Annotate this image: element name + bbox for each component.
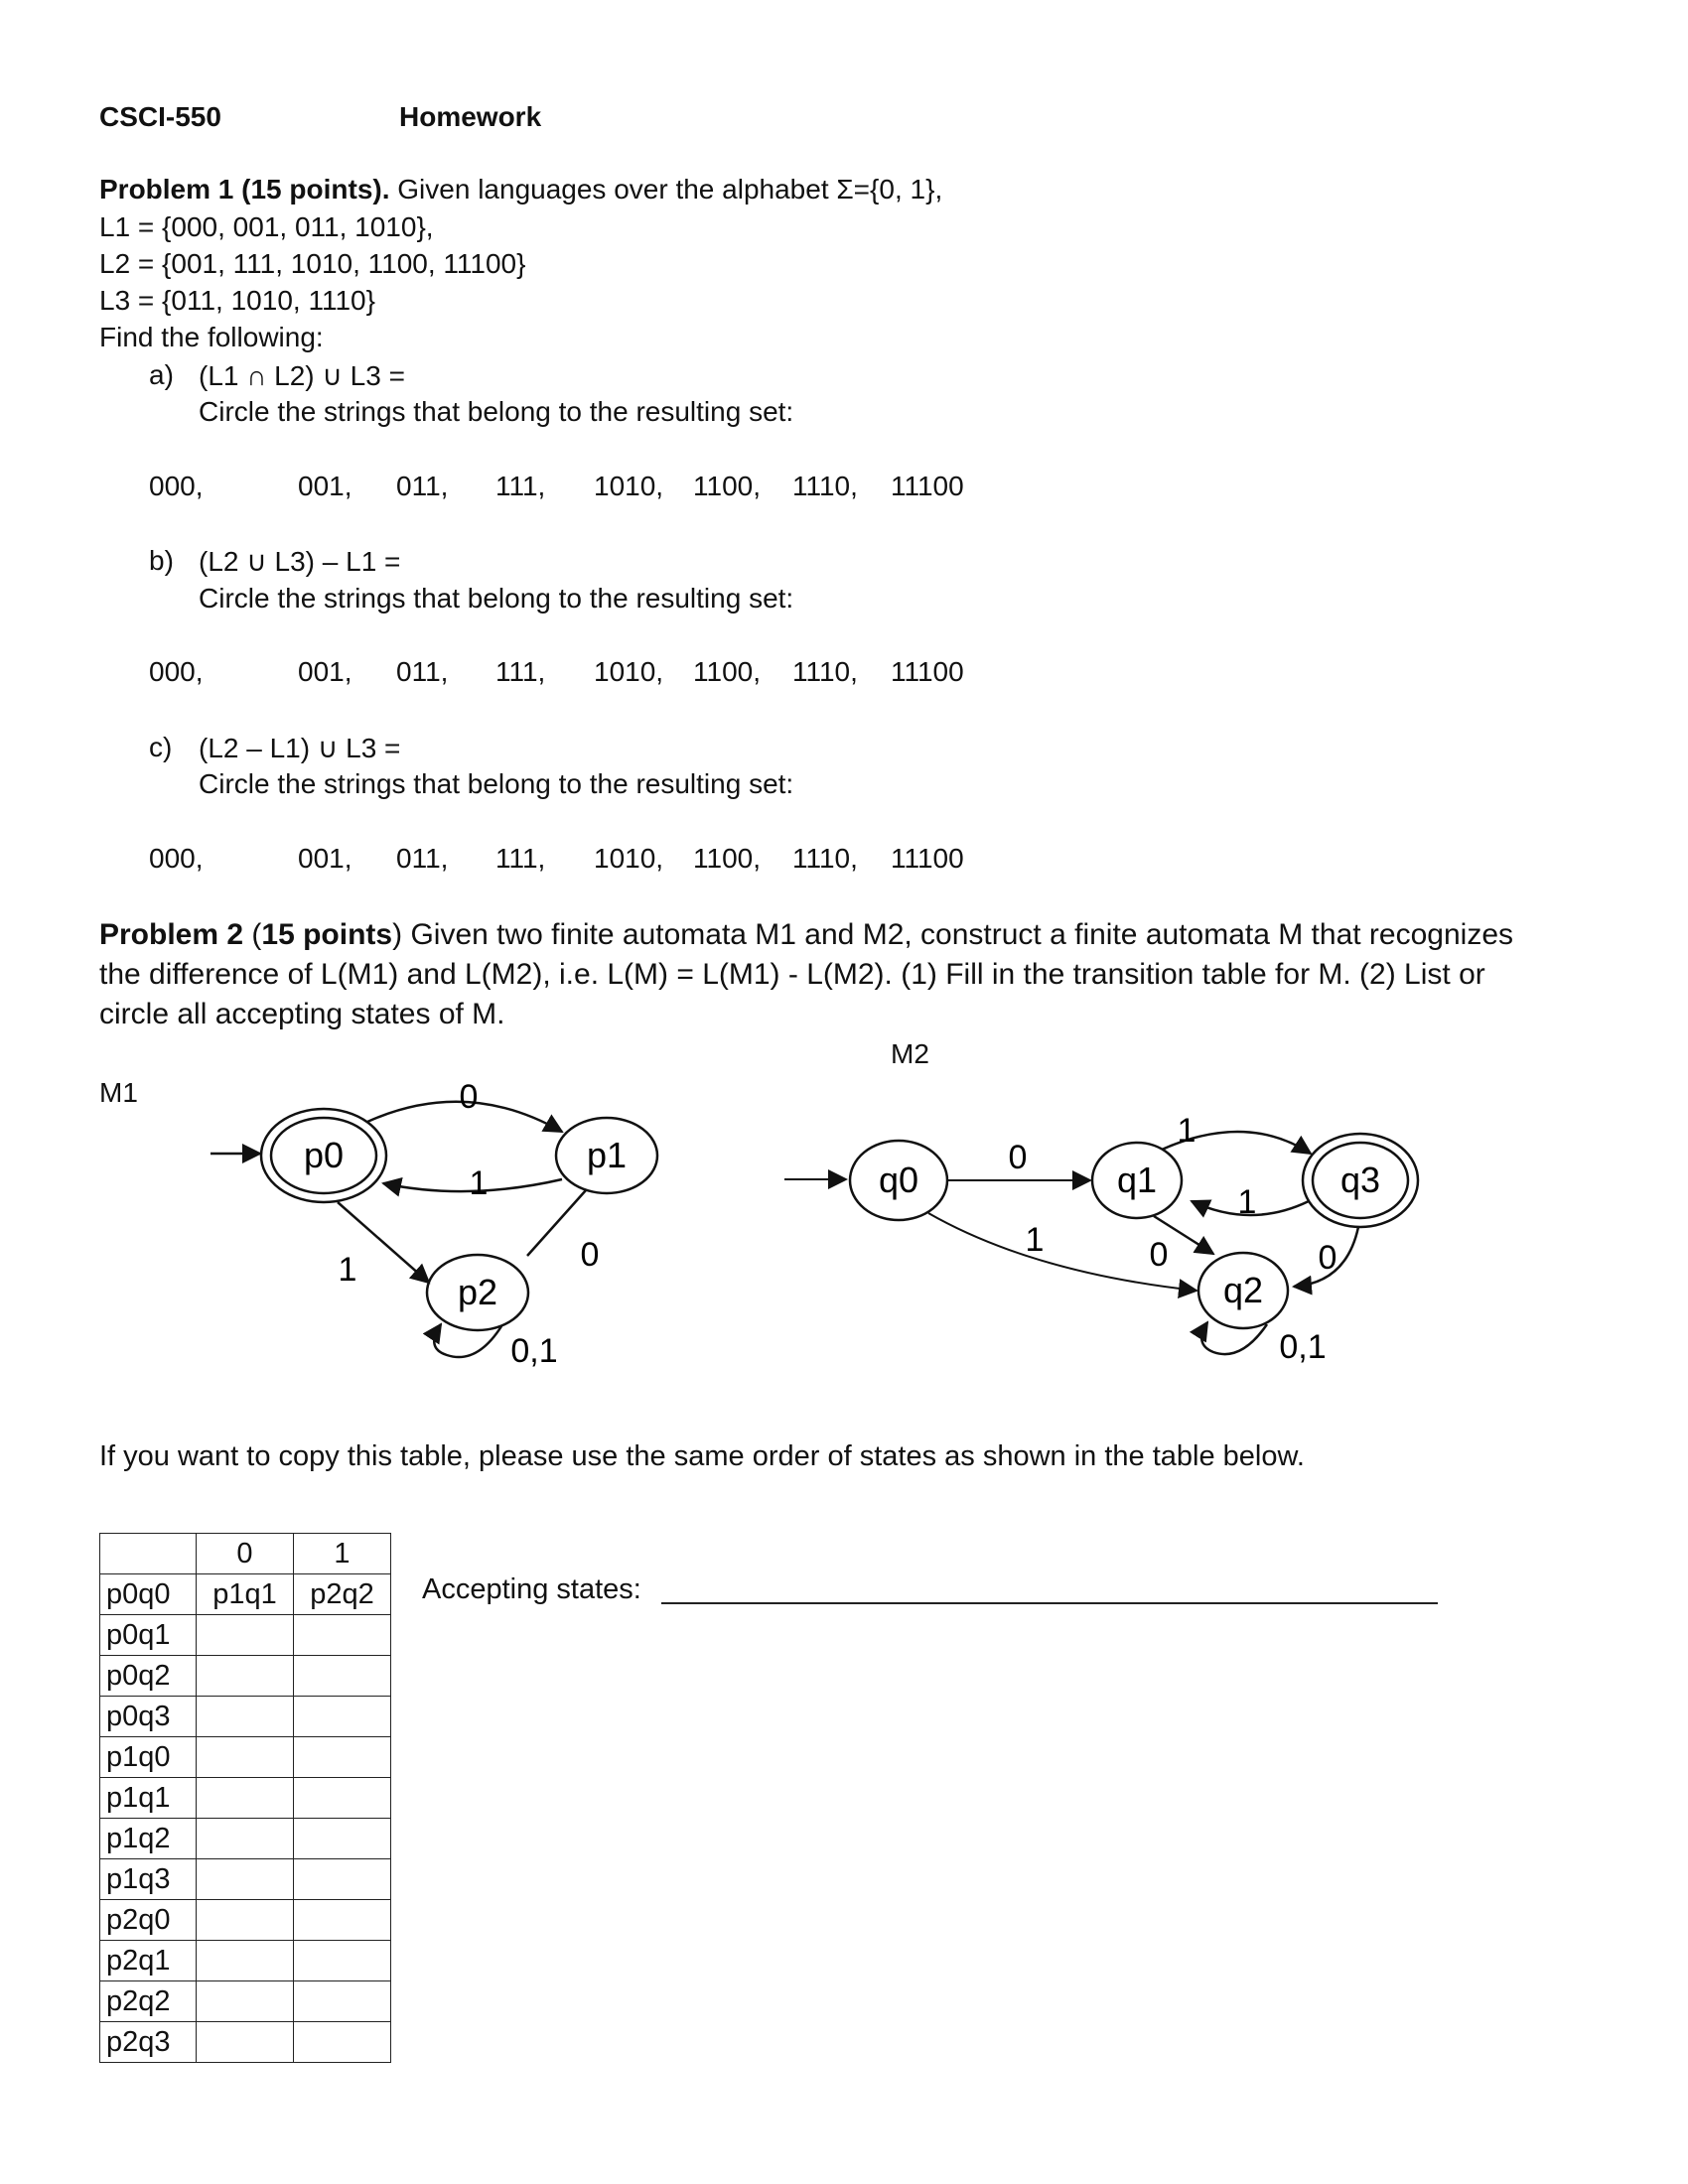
m1-automaton [211,1078,657,1370]
candidate-string[interactable]: 000, [149,656,204,687]
m2-edge-label: 1 [1177,1112,1196,1150]
candidate-string[interactable]: 001, [298,656,352,687]
state-cell: p2q1 [100,1941,197,1981]
transition-table [99,1533,391,2063]
table-row [100,1778,391,1819]
find-following: Find the following: [99,322,324,352]
transition-cell-0[interactable] [197,1737,294,1778]
state-label: q0 [878,1160,919,1200]
problem2-line3: circle all accepting states of M. [99,998,505,1030]
transition-cell-1[interactable] [294,1615,391,1656]
table-row [100,1697,391,1737]
state-label: q1 [1116,1160,1158,1200]
m1-edge-label: 0,1 [510,1332,558,1370]
state-label: q3 [1339,1160,1381,1200]
candidate-string[interactable]: 011, [396,656,449,687]
candidate-string[interactable]: 111, [495,471,546,501]
candidate-string[interactable]: 011, [396,471,449,501]
m2-label: M2 [891,1038,929,1069]
m1-edge-p1-p2 [527,1190,586,1256]
course-code: CSCI-550 [99,101,221,132]
candidate-string[interactable]: 11100 [891,471,964,501]
transition-cell-0[interactable] [197,1697,294,1737]
m1-state-p1 [556,1118,657,1193]
table-row [100,1981,391,2022]
candidate-string[interactable]: 11100 [891,843,964,874]
state-cell: p2q3 [100,2022,197,2063]
language-l3: L3 = {011, 1010, 1110} [99,285,375,316]
state-cell: p0q3 [100,1697,197,1737]
m1-label: M1 [99,1077,138,1108]
candidate-string[interactable]: 1010, [594,656,664,687]
part-c-expression: (L2 – L1) ∪ L3 = [199,733,401,763]
candidate-string[interactable]: 001, [298,471,352,501]
language-l2: L2 = {001, 111, 1010, 1100, 11100} [99,248,526,279]
document-type: Homework [399,101,542,132]
problem2-title: Problem 2 [99,918,244,951]
transition-cell-0[interactable] [197,1656,294,1697]
state-cell: p1q1 [100,1778,197,1819]
candidate-string[interactable]: 1110, [792,656,858,687]
m1-edge-label: 1 [338,1251,357,1289]
candidate-string[interactable]: 111, [495,656,546,687]
state-cell: p1q2 [100,1819,197,1859]
table-row [100,1574,391,1615]
transition-cell-0[interactable] [197,1900,294,1941]
transition-cell-0[interactable] [197,1778,294,1819]
state-cell: p0q0 [100,1574,197,1615]
candidate-string[interactable]: 111, [495,843,546,874]
table-row [100,1615,391,1656]
transition-cell-1[interactable] [294,2022,391,2063]
table-row [100,1819,391,1859]
m2-edge-label: 0,1 [1279,1328,1327,1366]
table-row [100,1737,391,1778]
table-header-row [100,1534,391,1574]
table-row [100,1859,391,1900]
transition-cell-0[interactable] [197,1819,294,1859]
problem2-points: 15 points [261,918,393,951]
part-a-expression: (L1 ∩ L2) ∪ L3 = [199,360,405,391]
copy-table-note: If you want to copy this table, please use the same order of states as shown in the table below. [99,1440,1305,1472]
m1-edge-label: 0 [580,1236,600,1274]
m2-state-q1 [1092,1143,1182,1218]
candidate-string[interactable]: 11100 [891,656,964,687]
candidate-string[interactable]: 1110, [792,843,858,874]
m2-edge-label: 0 [1008,1139,1028,1176]
state-cell: p0q1 [100,1615,197,1656]
candidate-string[interactable]: 1100, [693,471,761,501]
transition-cell-1[interactable] [294,1656,391,1697]
part-b-label: b) [149,545,174,576]
transition-cell-1[interactable] [294,1900,391,1941]
m1-edge-label: 1 [469,1164,489,1202]
header-cell: 0 [197,1534,294,1574]
transition-cell-0[interactable] [197,1981,294,2022]
language-l1: L1 = {000, 001, 011, 1010}, [99,211,434,242]
candidate-string[interactable]: 1010, [594,471,664,501]
accepting-states-label: Accepting states: [422,1573,641,1605]
m2-state-q3 [1303,1134,1418,1227]
problem1-intro: Given languages over the alphabet Σ={0, 1}, [397,174,943,205]
candidate-string[interactable]: 011, [396,843,449,874]
state-label: p1 [586,1135,628,1175]
m1-edge-label: 0 [459,1078,479,1116]
state-cell: p2q0 [100,1900,197,1941]
state-cell: p1q0 [100,1737,197,1778]
candidate-string[interactable]: 1110, [792,471,858,501]
m1-state-p0 [261,1109,386,1202]
candidate-string[interactable]: 1010, [594,843,664,874]
header-cell: 1 [294,1534,391,1574]
transition-cell-1[interactable] [294,1819,391,1859]
transition-cell-0[interactable] [197,1859,294,1900]
transition-cell-1[interactable] [294,1697,391,1737]
m2-edge-label: 0 [1318,1239,1337,1277]
transition-cell-1[interactable]: p2q2 [294,1574,391,1615]
problem2-line2: the difference of L(M1) and L(M2), i.e. L(M) = L(M1) - L(M2). (1) Fill in the transition table for M. (2) List or [99,958,1485,991]
state-label: p0 [303,1135,345,1175]
part-b-instruction: Circle the strings that belong to the resulting set: [199,583,794,614]
table-row [100,1900,391,1941]
transition-cell-0[interactable] [197,1615,294,1656]
problem1-title: Problem 1 (15 points). [99,174,390,205]
part-a-label: a) [149,359,174,390]
table-row [100,2022,391,2063]
transition-cell-1[interactable] [294,1737,391,1778]
transition-cell-1[interactable] [294,1941,391,1981]
m2-state-q0 [850,1141,947,1220]
table-row [100,1941,391,1981]
problem2-line1: Problem 2 (15 points) Given two finite automata M1 and M2, construct a finite automata M that recognizes [99,918,1514,951]
m2-state-q2 [1198,1253,1288,1328]
candidate-string[interactable]: 000, [149,471,204,501]
m2-edge-label: 1 [1237,1183,1257,1221]
transition-cell-0[interactable]: p1q1 [197,1574,294,1615]
m1-state-p2 [427,1255,528,1330]
part-c-instruction: Circle the strings that belong to the resulting set: [199,768,794,799]
m2-edge-label: 0 [1149,1236,1169,1274]
transition-cell-0[interactable] [197,1941,294,1981]
header-cell [100,1534,197,1574]
state-label: p2 [457,1272,498,1312]
transition-cell-1[interactable] [294,1778,391,1819]
state-cell: p2q2 [100,1981,197,2022]
state-label: q2 [1222,1270,1264,1310]
transition-cell-1[interactable] [294,1981,391,2022]
candidate-string[interactable]: 000, [149,843,204,874]
part-b-expression: (L2 ∪ L3) – L1 = [199,546,401,577]
state-cell: p1q3 [100,1859,197,1900]
transition-cell-0[interactable] [197,2022,294,2063]
transition-cell-1[interactable] [294,1859,391,1900]
m2-edge-label: 1 [1025,1221,1045,1259]
table-row [100,1656,391,1697]
accepting-states-answer-line[interactable] [661,1602,1438,1604]
part-a-instruction: Circle the strings that belong to the resulting set: [199,396,794,427]
candidate-string[interactable]: 1100, [693,843,761,874]
candidate-string[interactable]: 001, [298,843,352,874]
part-c-label: c) [149,732,173,762]
candidate-string[interactable]: 1100, [693,656,761,687]
state-cell: p0q2 [100,1656,197,1697]
m2-automaton [784,1112,1418,1366]
